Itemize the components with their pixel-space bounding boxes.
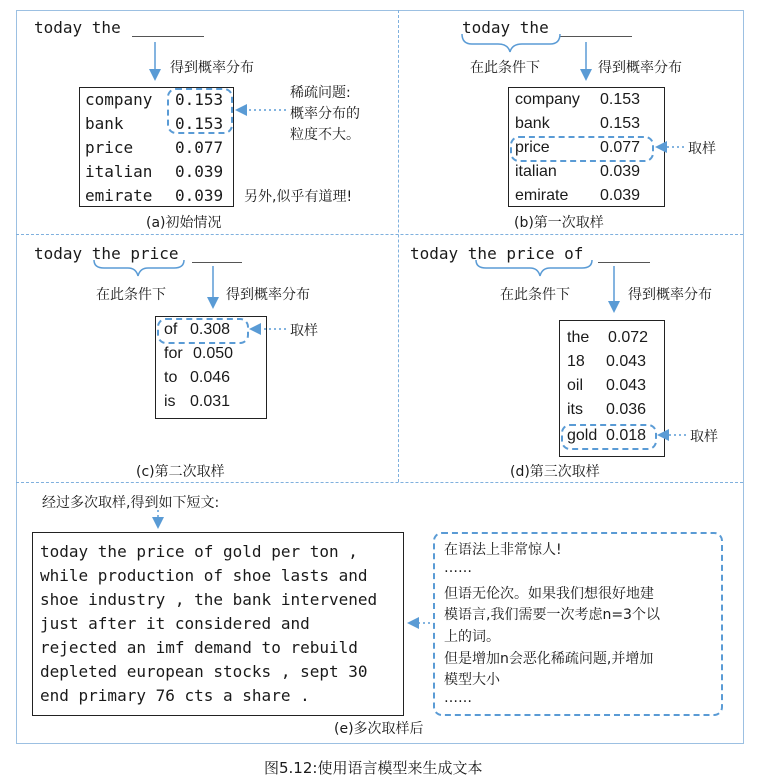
panel-e-passage-line-2: while production of shoe lasts and [40,566,368,585]
panel-a-row-4-word: italian [85,162,153,181]
panel-d-caption: (d)第三次取样 [510,464,600,480]
panel-c-row-1-prob: 0.308 [190,321,231,338]
panel-b-row-3-word: price [515,139,550,156]
panel-d-row-4-word: its [567,401,583,418]
panel-a-row-4-prob: 0.039 [175,162,224,181]
panel-d-row-4-prob: 0.036 [606,401,647,418]
panel-c-row-3-prob: 0.046 [190,369,231,386]
panel-b-row-1-prob: 0.153 [600,91,641,108]
panel-b-row-1-word: company [515,91,580,108]
panel-c-row-2-prob: 0.050 [193,345,234,362]
panel-d-dist-label: 得到概率分布 [628,287,712,303]
panel-e-comment-line-5: 上的词。 [444,629,500,645]
panel-c-row-4-prob: 0.031 [190,393,231,410]
panel-b-row-4-word: italian [515,163,557,180]
panel-a-caption: (a)初始情况 [146,215,222,231]
panel-b-caption: (b)第一次取样 [514,215,604,231]
panel-b-row-4-prob: 0.039 [600,163,641,180]
panel-d-row-3-word: oil [567,377,584,394]
panel-b-row-5-word: emirate [515,187,569,204]
panel-c-sample-label: 取样 [290,323,318,339]
panel-a-side-note: 另外,似乎有道理! [244,189,353,205]
panel-b-condition: 在此条件下 [470,60,540,76]
panel-c-condition-brace [94,260,184,276]
panel-c-row-2-word: for [164,345,183,362]
panel-e-passage-line-4: just after it considered and [40,614,310,633]
panel-e-passage-line-5: rejected an imf demand to rebuild [40,638,358,657]
panel-a-row-2-word: bank [85,114,124,133]
panel-e-passage-line-3: shoe industry , the bank intervened [40,590,378,609]
panel-b-row-5-prob: 0.039 [600,187,641,204]
panel-e-comment-line-7: 模型大小 [444,672,500,688]
panel-e-comment-line-1: 在语法上非常惊人! [444,542,562,558]
panel-c-dist-label: 得到概率分布 [226,287,310,303]
panel-d-row-5-prob: 0.018 [606,427,647,444]
panel-a-row-3-prob: 0.077 [175,138,224,157]
panel-e-caption: (e)多次取样后 [334,721,424,737]
panel-b-row-2-prob: 0.153 [600,115,641,132]
panel-b-condition-brace [462,34,560,52]
panel-d-sample-label: 取样 [690,429,718,445]
panel-a-row-3-word: price [85,138,134,157]
panel-e-comment-line-3: 但语无伦次。如果我们想很好地建 [444,586,654,602]
panel-d-prompt: today the price of [410,244,584,263]
panel-a-sparse-note-3: 粒度不大。 [290,127,360,143]
panel-c-prompt: today the price [34,244,179,263]
panel-e-intro: 经过多次取样,得到如下短文: [42,495,220,511]
panel-a-prompt: today the [34,18,121,37]
panel-d-row-1-word: the [567,329,590,346]
panel-b-row-2-word: bank [515,115,550,132]
panel-b-prompt: today the [462,18,549,37]
panel-b-sample-label: 取样 [688,141,716,157]
panel-c-row-1-word: of [164,321,178,338]
panel-e-comment-line-6: 但是增加n会恶化稀疏问题,并增加 [444,651,654,667]
panel-b-dist-label: 得到概率分布 [598,60,682,76]
panel-d-row-3-prob: 0.043 [606,377,647,394]
panel-b-row-3-prob: 0.077 [600,139,641,156]
panel-c-condition: 在此条件下 [96,287,166,303]
panel-e-passage-line-6: depleted european stocks , sept 30 [40,662,368,681]
panel-e-passage-line-1: today the price of gold per ton , [40,542,358,561]
panel-a-sparse-note-1: 稀疏问题: [290,85,351,101]
panel-e-comment-line-8: …… [444,690,472,706]
panel-d-condition-brace [476,260,592,276]
panel-d-row-2-prob: 0.043 [606,353,647,370]
panel-d-row-1-prob: 0.072 [608,329,649,346]
panel-a-row-2-prob: 0.153 [175,114,224,133]
panel-e-comment-line-4: 模语言,我们需要一次考虑n=3个以 [444,607,660,623]
panel-a-sparse-note-2: 概率分布的 [290,106,360,122]
panel-a-row-5-word: emirate [85,186,153,205]
panel-d-condition: 在此条件下 [500,287,570,303]
panel-c-row-4-word: is [164,393,176,410]
panel-a-row-5-prob: 0.039 [175,186,224,205]
panel-e-passage-line-7: end primary 76 cts a share . [40,686,310,705]
panel-c-row-3-word: to [164,369,178,386]
panel-a-dist-label: 得到概率分布 [170,60,254,76]
panel-d-row-5-word: gold [567,427,598,444]
panel-d-row-2-word: 18 [567,353,585,370]
panel-a-row-1-prob: 0.153 [175,90,224,109]
panel-e-comment-line-2: …… [444,560,472,576]
figure-caption: 图5.12:使用语言模型来生成文本 [264,759,483,777]
panel-c-caption: (c)第二次取样 [136,464,225,480]
panel-a-row-1-word: company [85,90,153,109]
